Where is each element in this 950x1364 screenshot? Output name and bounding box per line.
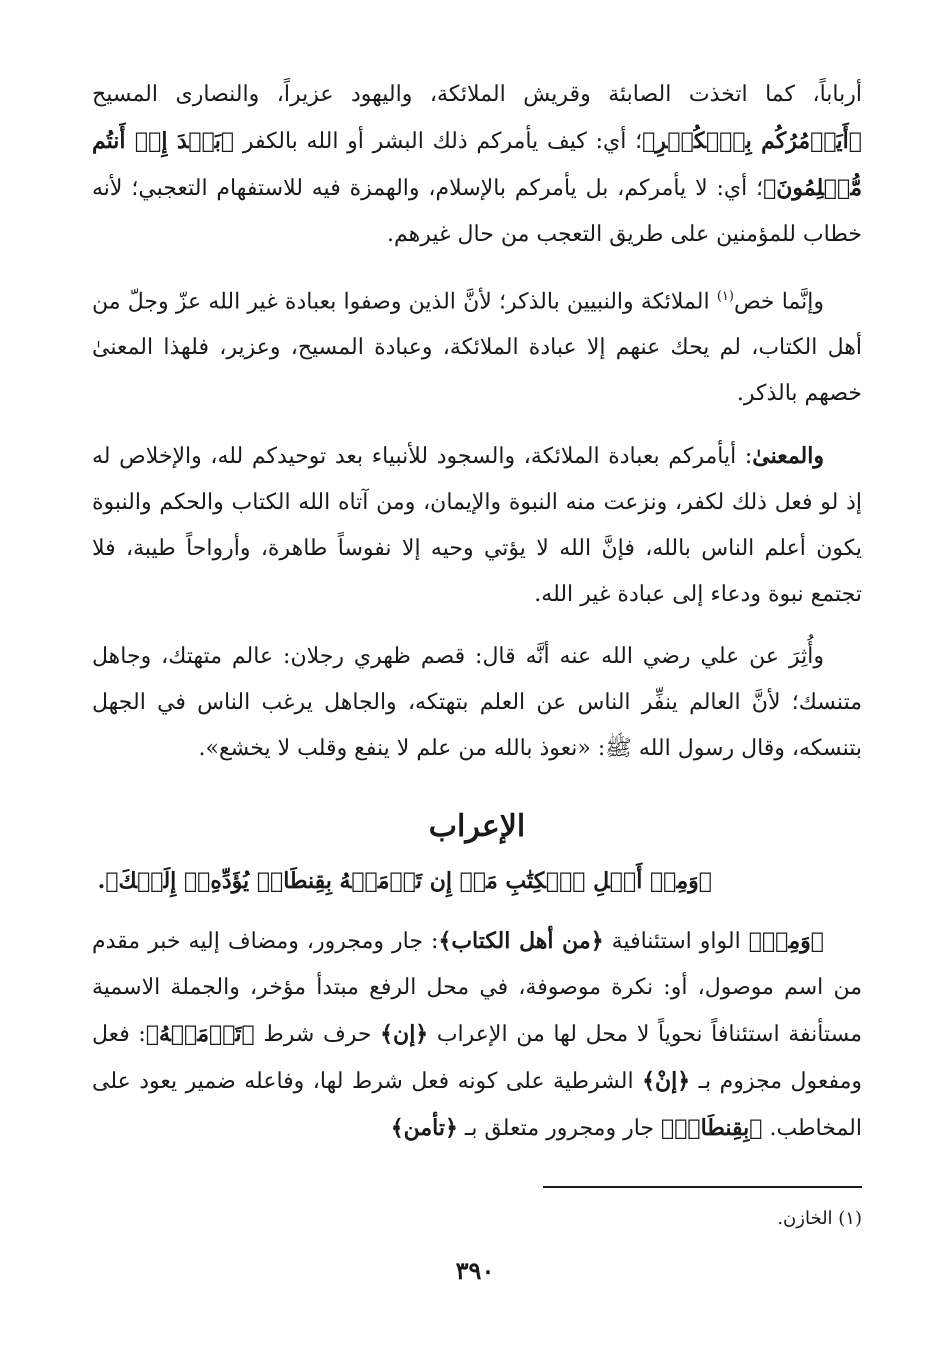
paragraph-text: وإنَّما خص	[733, 289, 824, 315]
paragraph-text: الملائكة والنبيين بالذكر؛ لأنَّ الذين وصفوا بعبادة غير الله عزّ وجلّ من أهل الكتاب، لم يحك عنهم إلا عبادة الملائكة، وعبادة المسيح، وعزير، فلهذا المعنىٰ خصهم بالذكر.	[92, 289, 862, 407]
paragraph-text: : جار ومجرور، ومضاف إليه خبر مقدم من اسم موصول، أو: نكرة موصوفة، في محل الرفع مبتدأ مؤخر، والجملة الاسمية مستأنفة استئنافاً نحوياً لا محل لها من الإعراب	[92, 929, 862, 1048]
quran-quote: ﴿إن﴾	[380, 1021, 429, 1048]
lead-term: والمعنىٰ	[752, 443, 824, 470]
paragraph-1	[92, 72, 862, 258]
paragraph-text: ؛ أي: كيف يأمركم ذلك البشر أو الله بالكفر	[234, 129, 643, 154]
verse-line: ﴿وَمِنۡ أَهۡلِ ٱلۡكِتَٰبِ مَنۡ إِن تَأۡمَنۡهُ بِقِنطَارٖ يُؤَدِّهِۦٓ إِلَيۡكَ﴾.	[97, 868, 712, 895]
paragraph-3	[92, 433, 862, 618]
paragraph-text: الواو استئنافية	[603, 929, 749, 955]
page-body	[92, 72, 862, 1168]
quran-quote: ﴿من أهل الكتاب﴾	[438, 928, 604, 955]
section-heading: الإعراب	[428, 809, 526, 845]
paragraph-text: ؛ أي: لا يأمركم، بل يأمركم بالإسلام، والهمزة فيه للاستفهام التعجبي؛ لأنه خطاب للمؤمنين على طريق التعجب من حال غيرهم.	[92, 176, 862, 247]
quran-quote: ﴿تَأۡمَنۡهُ﴾	[145, 1021, 255, 1048]
quran-quote: ﴿أَيَأۡمُرُكُم بِٱلۡكُفۡرِ﴾	[642, 128, 862, 154]
paragraph-text: : فعل ومفعول مجزوم بـ	[92, 1022, 863, 1095]
paragraph-text: وأُثِرَ عن علي رضي الله عنه أنَّه قال: قصم ظهري رجلان: عالم متهتك، وجاهل متنسك؛ لأنَّ العالم ينفِّر الناس عن العلم بتهتكه، والجاهل يرغب الناس في الجهل بتنسكه، وقال رسول الله ﷺ: «نعوذ بالله من علم لا ينفع وقلب لا يخشع».	[92, 644, 862, 762]
paragraph-4	[92, 634, 862, 772]
footnote-divider	[543, 1186, 862, 1188]
page-number: ٣٩٠	[455, 1256, 495, 1285]
footnote-marker[interactable]: (١)	[716, 289, 734, 304]
paragraph-2	[92, 274, 862, 417]
irab-paragraph	[92, 918, 862, 1152]
quran-quote: ﴿إنْ﴾	[642, 1068, 691, 1095]
quran-quote: ﴿تأمن﴾	[390, 1115, 458, 1142]
paragraph-text: جار ومجرور متعلق بـ	[457, 1116, 661, 1142]
quran-quote: ﴿بِقِنطَارٖ﴾	[661, 1115, 763, 1142]
paragraph-text: أرباباً، كما اتخذت الصابئة وقريش الملائكة، واليهود عزيراً، والنصارى المسيح	[92, 82, 862, 107]
quran-quote: ﴿وَمِنۡ﴾	[748, 928, 824, 955]
quran-quote: ﴿بَعۡدَ إِذۡ أَنتُم مُّسۡلِمُونَ﴾	[92, 128, 862, 201]
footnote: (١) الخازن.	[777, 1208, 862, 1229]
paragraph-text: حرف شرط	[254, 1022, 381, 1048]
paragraph-text: الشرطية على كونه فعل شرط لها، وفاعله ضمير يعود على المخاطب.	[92, 1069, 862, 1142]
paragraph-text: : أيأمركم بعبادة الملائكة، والسجود للأنبياء بعد توحيدكم لله، والإخلاص له إذ لو فعل ذلك لكفر، ونزعت منه النبوة والإيمان، ومن آتاه الله الكتاب والحكم والنبوة يكون أعلم الناس بالله، فإنَّ الله لا يؤتي وحيه إلا نفوساً طاهرة، وأرواحاً طيبة، فلا تجتمع نبوة ودعاء إلى عبادة غير الله.	[92, 444, 862, 608]
